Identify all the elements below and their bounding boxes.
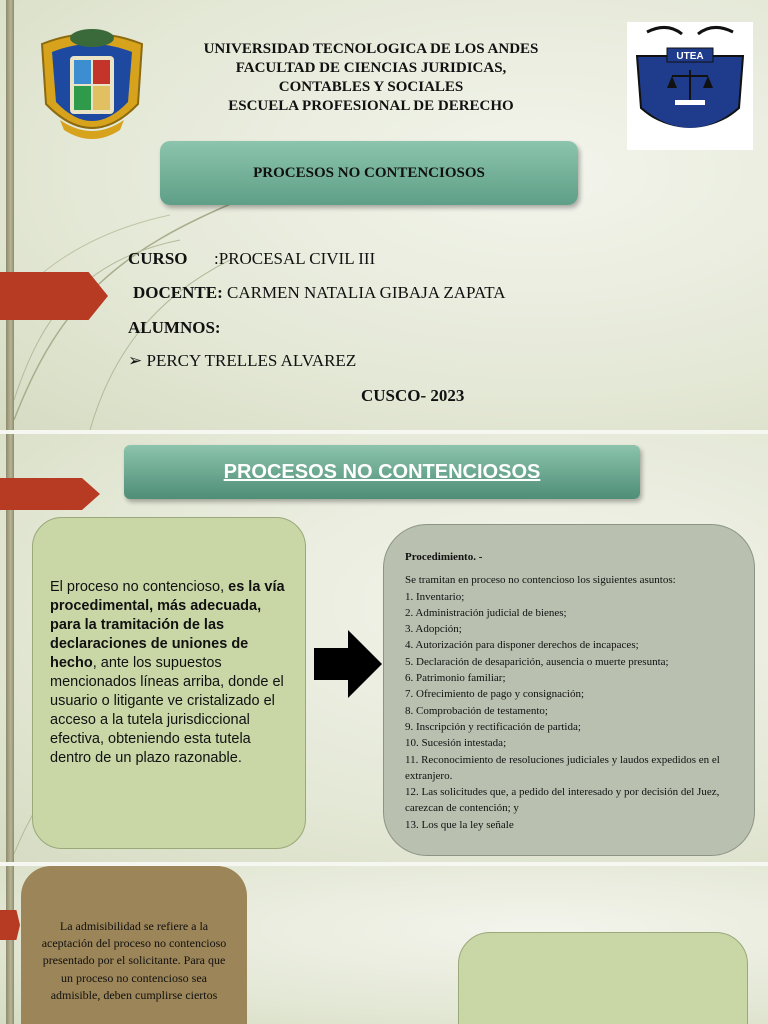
procedure-intro: Se tramitan en proceso no contencioso los siguientes asuntos:	[405, 574, 676, 587]
red-pointer-shape	[0, 478, 100, 510]
stem-decoration	[6, 0, 14, 430]
red-pointer-shape	[0, 272, 108, 320]
header-line: ESCUELA PROFESIONAL DE DERECHO	[228, 98, 514, 114]
university-header	[160, 40, 582, 116]
header-line: UNIVERSIDAD TECNOLOGICA DE LOS ANDES	[203, 41, 539, 57]
definition-text-part: El proceso no contencioso,	[50, 579, 229, 595]
procedure-box	[383, 524, 755, 856]
procedure-item: 7. Ofrecimiento de pago y consignación;	[405, 688, 585, 701]
slide-2	[0, 434, 768, 862]
curso-label: CURSO	[128, 249, 188, 268]
slide-1	[0, 0, 768, 430]
procedure-item: 8. Comprobación de testamento;	[405, 704, 548, 717]
procedure-item: 9. Inscripción y rectificación de partida;	[405, 720, 581, 733]
procedure-item: 1. Inventario;	[405, 590, 465, 603]
header-line: FACULTAD DE CIENCIAS JURIDICAS,	[235, 60, 507, 76]
definition-box	[32, 517, 306, 849]
procedure-item: 5. Declaración de desaparición, ausencia o muerte presunta;	[405, 655, 669, 668]
procedure-item: 12. Las solicitudes que, a pedido del interesado y por decisión del Juez, carezcan de contención; y	[405, 786, 720, 815]
university-crest-logo	[34, 24, 150, 152]
stem-decoration	[6, 866, 14, 1024]
procedure-item: 2. Administración judicial de bienes;	[405, 606, 567, 619]
alumnos-label: ALUMNOS:	[128, 318, 221, 337]
admisibilidad-text: La admisibilidad se refiere a la aceptación del proceso no contencioso presentado por el solicitante. Para que un proceso no contencioso sea admisible, deben cumplirse ciertos	[41, 919, 227, 1002]
bullet-arrow-icon: ➢	[128, 351, 143, 370]
procedure-item: 10. Sucesión intestada;	[405, 737, 507, 750]
empty-green-box	[458, 932, 748, 1024]
slide1-title-box	[160, 141, 578, 205]
utea-acronym: UTEA	[676, 51, 704, 62]
docente-line	[133, 283, 506, 303]
docente-label: DOCENTE:	[133, 283, 223, 302]
alumno-name: PERCY TRELLES ALVAREZ	[146, 351, 357, 370]
place-year: CUSCO- 2023	[361, 386, 465, 405]
utea-logo	[627, 22, 753, 150]
procedure-item: 3. Adopción;	[405, 623, 462, 636]
alumnos-line	[128, 318, 221, 338]
right-arrow-icon	[314, 630, 382, 698]
admisibilidad-box	[21, 866, 247, 1024]
definition-text	[50, 578, 295, 768]
slide-3	[0, 866, 768, 1024]
docente-value: CARMEN NATALIA GIBAJA ZAPATA	[226, 283, 506, 302]
alumno-line	[128, 351, 356, 371]
slide2-title: PROCESOS NO CONTENCIOSOS	[223, 460, 541, 483]
slide2-title-box	[124, 445, 640, 499]
header-line: CONTABLES Y SOCIALES	[278, 79, 464, 95]
red-pointer-shape	[0, 910, 20, 940]
definition-text-part: , ante los supuestos mencionados líneas arriba, donde el usuario o litigante ve cristalizado el acceso a la tutela jurisdiccional efectiva, obteniendo esta tutela dentro de un plazo razonable.	[50, 655, 284, 766]
procedure-item: 6. Patrimonio familiar;	[405, 672, 506, 685]
procedure-item: 13. Los que la ley señale	[405, 818, 514, 831]
definition-text-bold: es la vía procedimental, más adecuada, para la tramitación de las declaraciones de uniones de hecho	[50, 579, 285, 671]
procedure-content	[405, 549, 735, 833]
procedure-item: 11. Reconocimiento de resoluciones judiciales y laudos expedidos en el extranjero.	[405, 753, 720, 782]
curso-line	[128, 249, 375, 269]
procedure-item: 4. Autorización para disponer derechos de incapaces;	[405, 639, 639, 652]
procedure-heading: Procedimiento. -	[405, 551, 483, 563]
curso-value: :PROCESAL CIVIL III	[214, 249, 376, 268]
slide1-title: PROCESOS NO CONTENCIOSOS	[253, 164, 485, 181]
